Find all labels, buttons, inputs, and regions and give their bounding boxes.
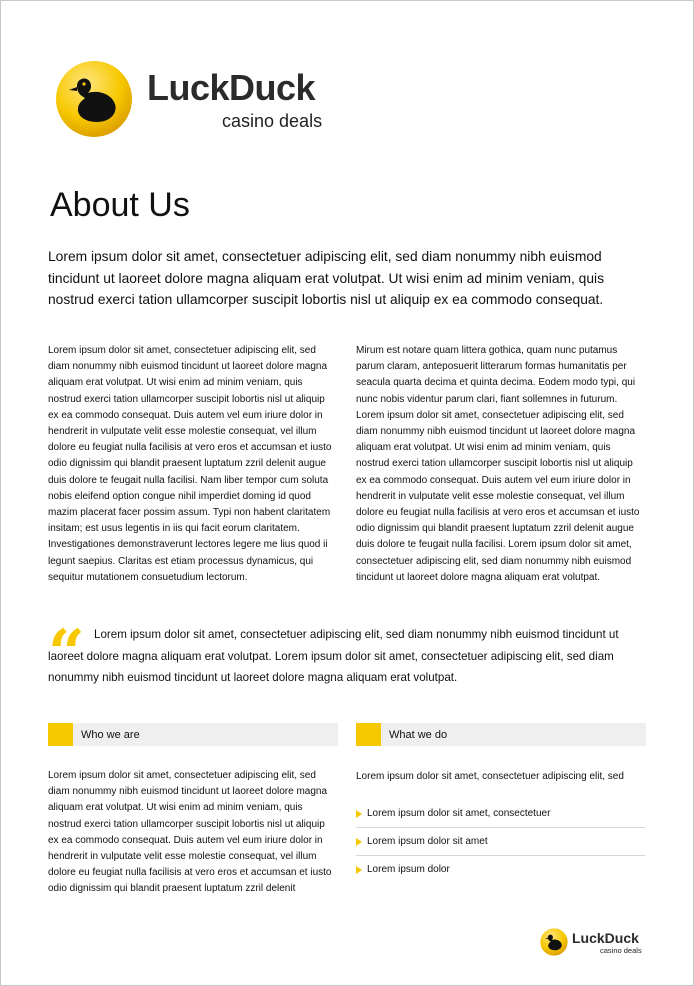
section-header-what-we-do	[356, 723, 646, 746]
bullet-arrow-icon	[356, 810, 362, 818]
footer-brand-name: LuckDuck	[572, 930, 639, 946]
list-item-label: Lorem ipsum dolor sit amet	[367, 836, 488, 847]
list-item-label: Lorem ipsum dolor sit amet, consectetuer	[367, 808, 551, 819]
footer-logo	[540, 928, 650, 960]
intro-paragraph: Lorem ipsum dolor sit amet, consectetuer adipiscing elit, sed diam nonummy nibh euismod tincidunt ut laoreet dolore magna aliquam erat volutpat. Ut wisi enim ad minim veniam, quis nostrud exerci tation ullamcorper suscipit lobortis nisl ut aliquip ex ea commodo consequat.	[48, 249, 604, 307]
list-item	[356, 856, 645, 883]
quote-icon: “	[48, 616, 85, 691]
body-column-left: Lorem ipsum dolor sit amet, consectetuer adipiscing elit, sed diam nonummy nibh euismod tincidunt ut laoreet dolore magna aliquam erat volutpat. Ut wisi enim ad minim veniam, quis nostrud exerci tation ullamcorper suscipit lobortis nisl ut aliquip ex ea commodo consequat. Duis autem vel eum iriure dolor in hendrerit in vulputate velit esse molestie consequat, vel illum dolore eu feugiat nulla facilisis at vero eros et accumsan et iusto odio dignissim qui blandit praesent luptatum zzril delenit augue duis dolore te feugait nulla facilisi. Nam liber tempor cum soluta nobis eleifend option congue nihil imperdiet doming id quod mazim placerat facer possim assum. Typi non habent claritatem insitam; est usus legentis in iis qui facit eorum claritatem. Investigationes demonstraverunt lectores legere me lius quod ii legunt saepius. Claritas est etiam processus dynamicus, qui sequitur mutationem consuetudium lectorum.	[48, 345, 332, 583]
list-item	[356, 800, 645, 828]
bullet-arrow-icon	[356, 838, 362, 846]
pull-quote	[48, 616, 648, 691]
section-title: Who we are	[81, 729, 140, 741]
what-we-do-intro: Lorem ipsum dolor sit amet, consectetuer adipiscing elit, sed	[356, 771, 624, 782]
section-header-who-we-are	[48, 723, 338, 746]
brand-tagline: casino deals	[222, 111, 323, 131]
section-marker	[356, 723, 381, 746]
list-item-label: Lorem ipsum dolor	[367, 864, 450, 875]
list-item	[356, 828, 645, 856]
duck-coin-icon	[55, 60, 133, 138]
quote-text: Lorem ipsum dolor sit amet, consectetuer adipiscing elit, sed diam nonummy nibh euismod tincidunt ut laoreet dolore magna aliquam erat volutpat. Lorem ipsum dolor sit amet, consectetuer adipiscing elit, sed diam nonummy nibh euismod tincidunt ut laoreet dolore magna aliquam erat volutpat.	[48, 628, 619, 684]
section-title: What we do	[389, 729, 448, 741]
who-we-are-text: Lorem ipsum dolor sit amet, consectetuer adipiscing elit, sed diam nonummy nibh euismod tincidunt ut laoreet dolore magna aliquam erat volutpat. Ut wisi enim ad minim veniam, quis nostrud exerci tation ullamcorper suscipit lobortis nisl ut aliquip ex ea commodo consequat. Duis autem vel eum iriure dolor in hendrerit in vulputate velit esse molestie consequat, vel illum dolore eu feugiat nulla facilisis at vero eros et accumsan et iusto odio dignissim qui blandit praesent luptatum zzril delenit	[48, 770, 332, 895]
bullet-arrow-icon	[356, 866, 362, 874]
page-title: About Us	[50, 186, 190, 224]
section-marker	[48, 723, 73, 746]
what-we-do-list	[356, 800, 645, 883]
brand-logo	[55, 60, 345, 150]
footer-tagline: casino deals	[600, 946, 642, 955]
brand-name: LuckDuck	[147, 67, 316, 108]
duck-coin-icon	[540, 928, 568, 956]
body-column-right: Mirum est notare quam littera gothica, quam nunc putamus parum claram, anteposuerit litterarum formas humanitatis per seacula quarta decima et quinta decima. Eodem modo typi, qui nunc nobis videntur parum clari, fiant sollemnes in futurum. Lorem ipsum dolor sit amet, consectetuer adipiscing elit, sed diam nonummy nibh euismod tincidunt ut laoreet dolore magna aliquam erat volutpat. Ut wisi enim ad minim veniam, quis nostrud exerci tation ullamcorper suscipit lobortis nisl ut aliquip ex ea commodo consequat. Duis autem vel eum iriure dolor in hendrerit in vulputate velit esse molestie consequat, vel illum dolore eu feugiat nulla facilisis at vero eros et accumsan et iusto odio dignissim qui blandit praesent luptatum zzril delenit augue duis dolore te feugait nulla facilisi. Lorem ipsum dolor sit amet, consectetuer adipiscing elit, sed diam nonummy nibh euismod tincidunt ut laoreet dolore magna aliquam erat volutpat.	[356, 345, 640, 583]
